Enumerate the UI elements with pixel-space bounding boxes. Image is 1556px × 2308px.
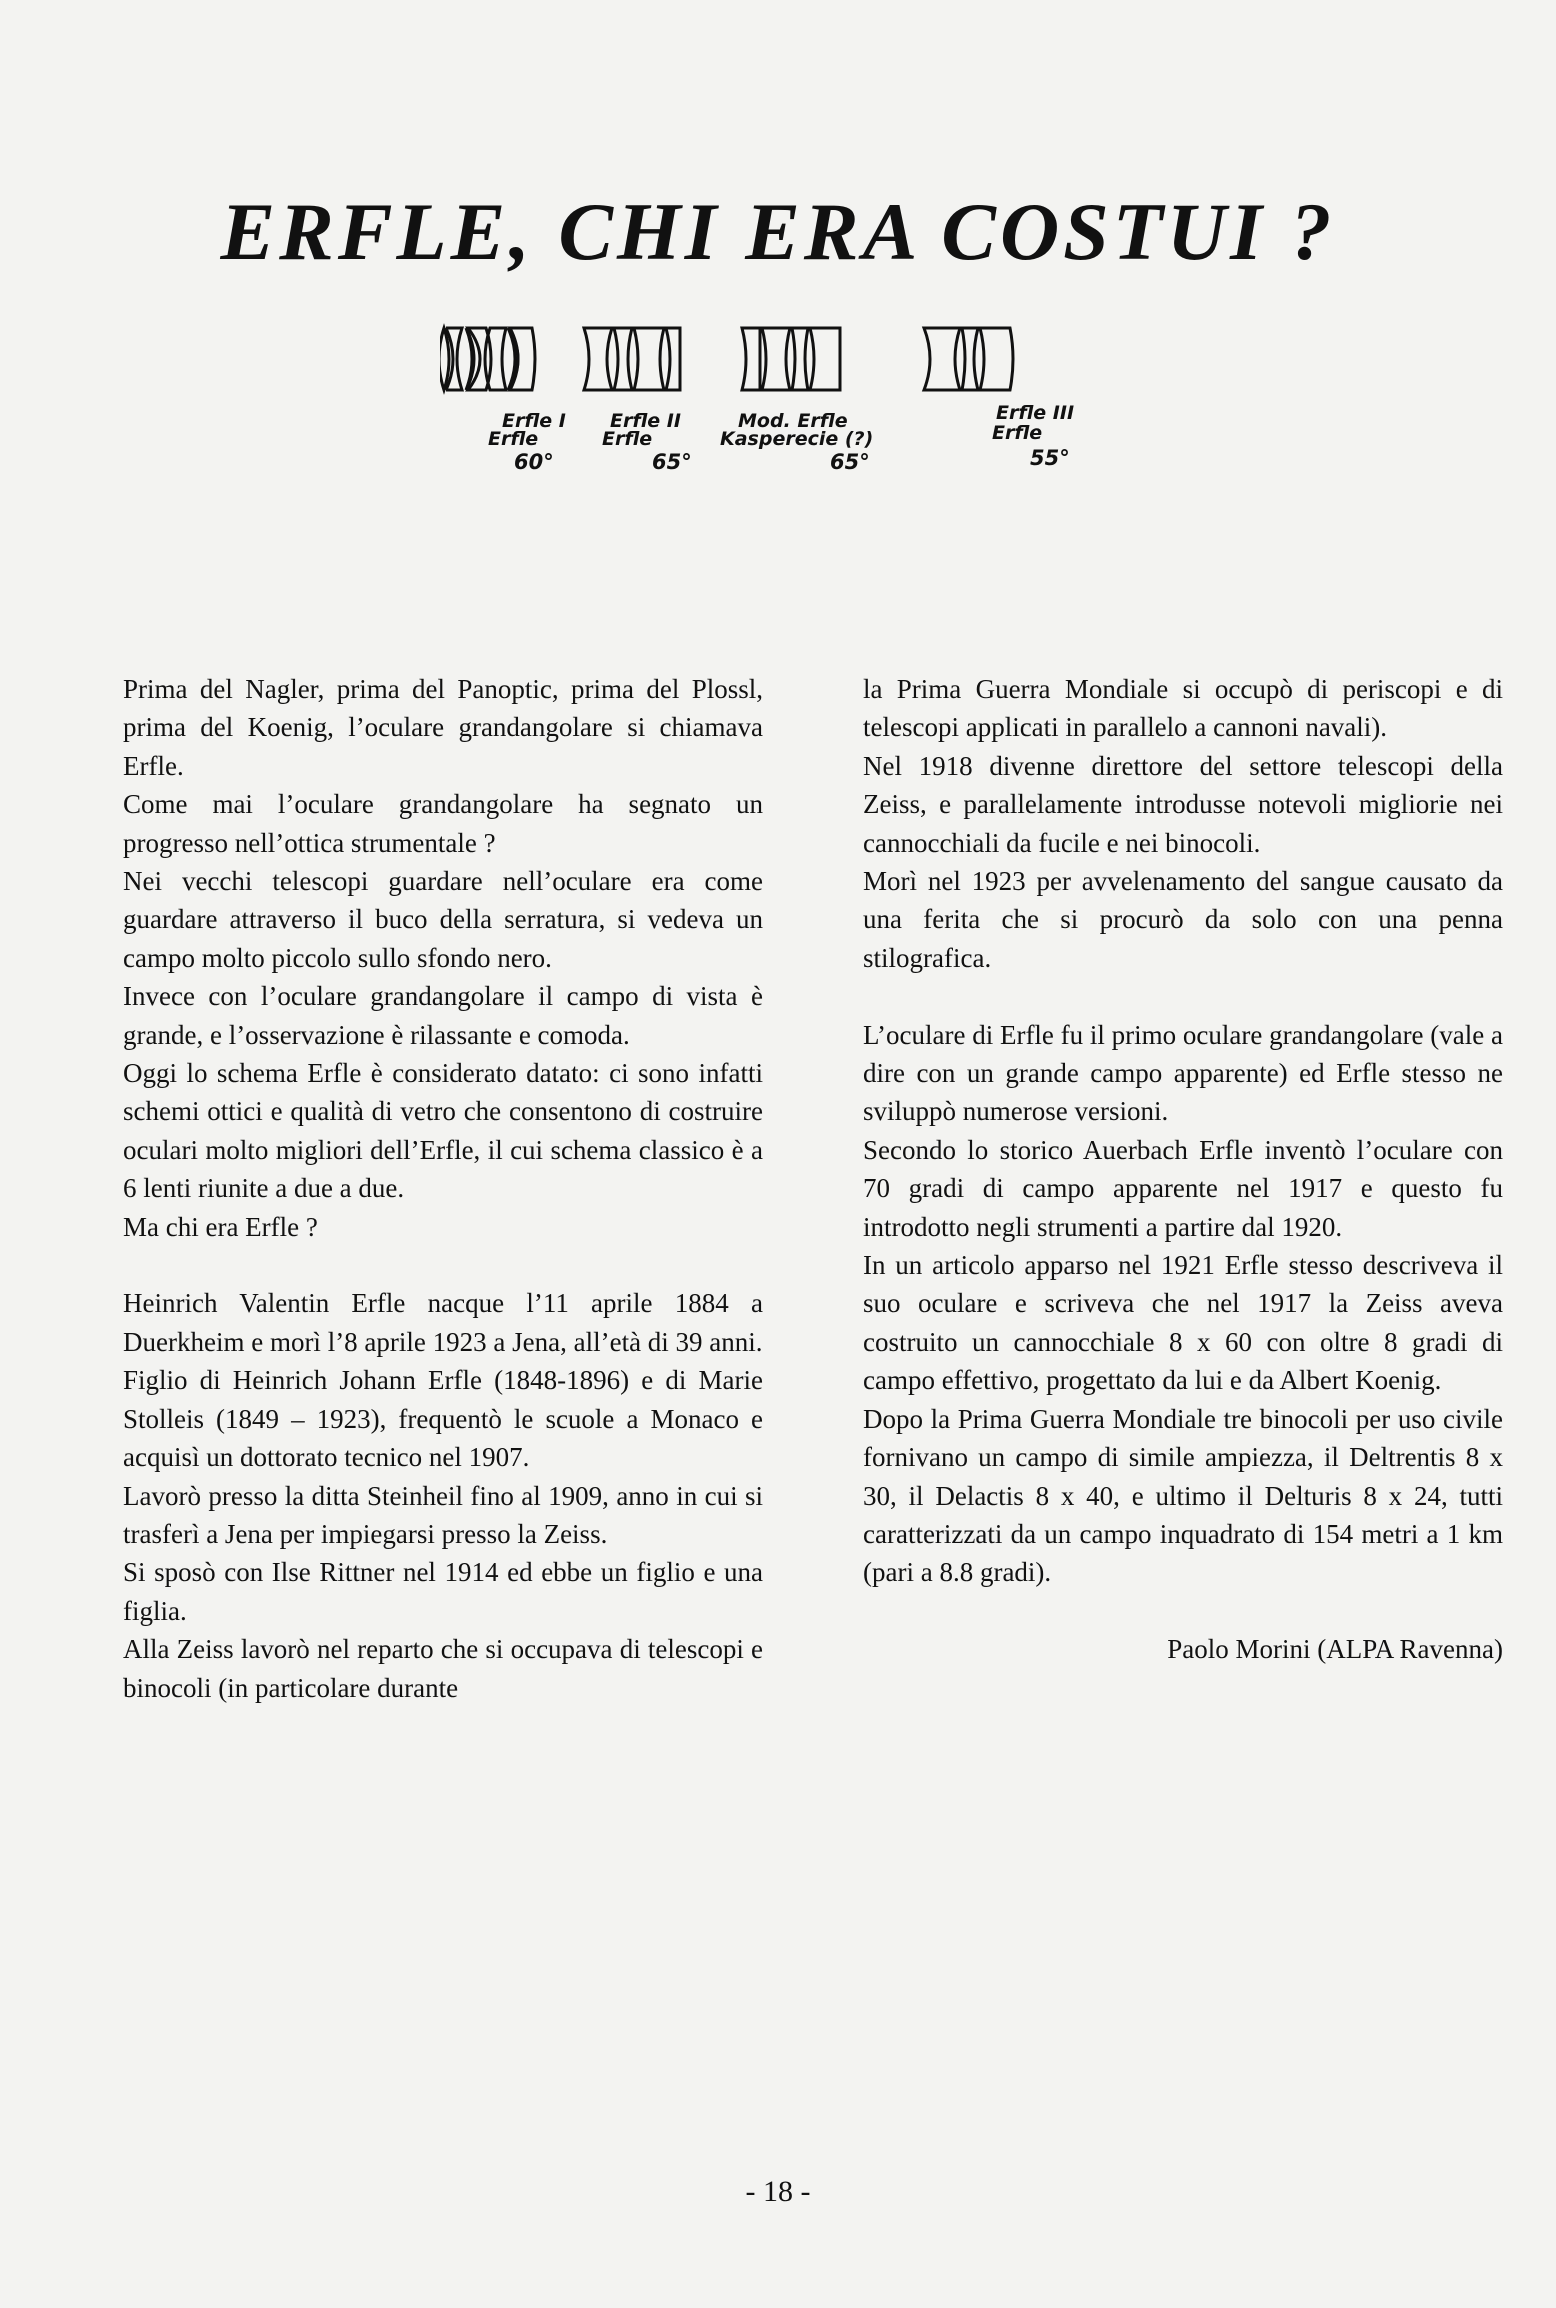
paragraph: Invece con l’oculare grandangolare il campo di vista è grande, e l’osservazione è rilassante e comoda.	[123, 981, 763, 1050]
paragraph: la Prima Guerra Mondiale si occupò di periscopi e di telescopi applicati in parallelo a cannoni navali).	[863, 674, 1503, 743]
mod-erfle-lens-diagram	[742, 328, 840, 390]
paragraph: Si sposò con Ilse Rittner nel 1914 ed ebbe un figlio e una figlia.	[123, 1557, 763, 1626]
paragraph: Heinrich Valentin Erfle nacque l’11 aprile 1884 a Duerkheim e morì l’8 aprile 1923 a Jena, all’età di 39 anni.	[123, 1288, 763, 1357]
paragraph: Nel 1918 divenne direttore del settore telescopi della Zeiss, e parallelamente introdusse notevoli migliorie nei cannocchiali da fucile e nei binocoli.	[863, 750, 1503, 858]
right-column	[863, 670, 1503, 1669]
eyepiece-lens-diagrams	[440, 322, 1140, 397]
erfle-ii-angle: 65°	[652, 450, 692, 474]
paragraph: Dopo la Prima Guerra Mondiale tre binocoli per uso civile fornivano un campo di simile ampiezza, il Deltrentis 8 x 30, il Delactis 8 x 40, e ultimo il Delturis 8 x 24, tutti caratterizzati da un campo inquadrato di 154 metri a 1 km (pari a 8.8 gradi).	[863, 1403, 1503, 1588]
paragraph: Alla Zeiss lavorò nel reparto che si occupava di telescopi e binocoli (in particolare durante	[123, 1634, 763, 1703]
paragraph: Morì nel 1923 per avvelenamento del sangue causato da una ferita che si procurò da solo con una penna stilografica.	[863, 866, 1503, 973]
paragraph: L’oculare di Erfle fu il primo oculare grandangolare (vale a dire con un grande campo apparente) ed Erfle stesso ne sviluppò numerose versioni.	[863, 1019, 1503, 1127]
mod-erfle-sublabel: Kasperecie (?)	[720, 428, 874, 450]
erfle-ii-sublabel: Erfle	[602, 428, 653, 450]
paragraph: Prima del Nagler, prima del Panoptic, prima del Plossl, prima del Koenig, l’oculare grandangolare si chiamava Erfle.	[123, 674, 763, 781]
paragraph: Oggi lo schema Erfle è considerato datato: ci sono infatti schemi ottici e qualità di vetro che consentono di costruire oculari molto migliori dell’Erfle, il cui schema classico è a 6 lenti riunite a due a due.	[123, 1058, 763, 1204]
erfle-i-sublabel: Erfle	[488, 428, 539, 450]
erfle-iii-sublabel: Erfle	[992, 422, 1043, 444]
erfle-iii-angle: 55°	[1030, 446, 1070, 470]
erfle-i-lens-diagram	[440, 328, 535, 390]
erfle-ii-lens-diagram	[584, 328, 680, 390]
erfle-ii-label: Erfle II	[610, 410, 681, 432]
paragraph: Lavorò presso la ditta Steinheil fino al 1909, anno in cui si trasferì a Jena per impiegarsi presso la Zeiss.	[123, 1480, 763, 1549]
erfle-i-angle: 60°	[514, 450, 554, 474]
eyepiece-diagrams	[440, 322, 1140, 472]
author-signature: Paolo Morini (ALPA Ravenna)	[1167, 1634, 1503, 1665]
paragraph: Come mai l’oculare grandangolare ha segnato un progresso nell’ottica strumentale ?	[123, 789, 763, 858]
page-number: - 18 -	[745, 2175, 811, 2208]
mod-erfle-angle: 65°	[830, 450, 870, 474]
mod-erfle-label: Mod. Erfle	[738, 410, 848, 432]
article-title: ERFLE, CHI ERA COSTUI ?	[220, 186, 1336, 277]
paragraph: In un articolo apparso nel 1921 Erfle stesso descriveva il suo oculare e scriveva che nel 1917 la Zeiss aveva costruito un cannocchiale 8 x 60 con oltre 8 gradi di campo effettivo, progettato da lui e da Albert Koenig.	[863, 1250, 1503, 1396]
erfle-iii-label: Erfle III	[996, 402, 1075, 424]
paragraph: Ma chi era Erfle ?	[123, 1211, 318, 1242]
left-column	[123, 670, 763, 1707]
erfle-iii-lens-diagram	[924, 328, 1013, 390]
paragraph: Figlio di Heinrich Johann Erfle (1848-1896) e di Marie Stolleis (1849 – 1923), frequentò le scuole a Monaco e acquisì un dottorato tecnico nel 1907.	[123, 1365, 763, 1473]
paragraph: Nei vecchi telescopi guardare nell’oculare era come guardare attraverso il buco della serratura, si vedeva un campo molto piccolo sullo sfondo nero.	[123, 866, 763, 973]
erfle-i-label: Erfle I	[502, 410, 566, 432]
paragraph: Secondo lo storico Auerbach Erfle inventò l’oculare con 70 gradi di campo apparente nel 1917 e questo fu introdotto negli strumenti a partire dal 1920.	[863, 1134, 1503, 1242]
